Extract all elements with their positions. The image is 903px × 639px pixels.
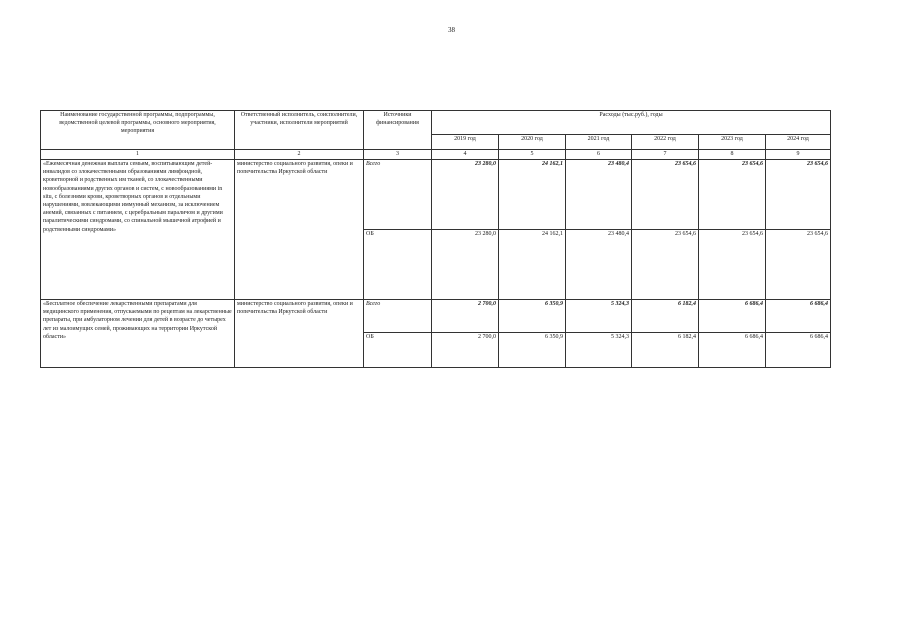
source-total-label: Всего: [364, 160, 432, 230]
header-expenses: Расходы (тыс.руб.), годы: [432, 111, 831, 135]
source-total-label: Всего: [364, 300, 432, 333]
executor-name: министерство социального развития, опеки и попечительства Иркутской области: [235, 300, 364, 368]
value-total: 6 686,4: [699, 300, 766, 333]
header-executor: Ответственный исполнитель, соисполнители, участники, исполнители мероприятий: [235, 111, 364, 150]
table-row: [41, 300, 831, 333]
header-year: 2021 год: [566, 135, 632, 150]
header-year: 2024 год: [766, 135, 831, 150]
value-total: 6 350,9: [499, 300, 566, 333]
value-total: 2 700,0: [432, 300, 499, 333]
value-source: 2 700,0: [432, 333, 499, 368]
header-year: 2022 год: [632, 135, 699, 150]
value-source: 6 350,9: [499, 333, 566, 368]
page-number: 38: [448, 26, 455, 34]
value-source: 6 686,4: [766, 333, 831, 368]
column-number: 7: [632, 150, 699, 160]
column-number: 3: [364, 150, 432, 160]
value-total: 24 162,1: [499, 160, 566, 230]
header-year: 2019 год: [432, 135, 499, 150]
column-number: 8: [699, 150, 766, 160]
value-total: 6 686,4: [766, 300, 831, 333]
column-number: 6: [566, 150, 632, 160]
header-sources: Источники финансирования: [364, 111, 432, 150]
table-row: [41, 160, 831, 230]
column-number: 2: [235, 150, 364, 160]
column-number: 1: [41, 150, 235, 160]
value-source: 6 182,4: [632, 333, 699, 368]
value-source: 23 654,6: [766, 230, 831, 300]
column-number: 4: [432, 150, 499, 160]
value-total: 23 654,6: [632, 160, 699, 230]
value-total: 6 182,4: [632, 300, 699, 333]
activity-name: «Бесплатное обеспечение лекарственными препаратами для медицинского применения, отпускаемыми по рецептам на лекарственные препараты, при амбулаторном лечении для детей в возрасте до четырех лет из малоимущих семей, проживающих на территории Иркутской области»: [41, 300, 235, 368]
source-label: ОБ: [364, 333, 432, 368]
value-total: 5 324,3: [566, 300, 632, 333]
value-total: 23 280,0: [432, 160, 499, 230]
value-total: 23 480,4: [566, 160, 632, 230]
header-year: 2020 год: [499, 135, 566, 150]
value-total: 23 654,6: [766, 160, 831, 230]
header-name: Наименование государственной программы, подпрограммы, ведомственной целевой программы, основного мероприятия, мероприятия: [41, 111, 235, 150]
value-source: 5 324,3: [566, 333, 632, 368]
value-source: 23 654,6: [632, 230, 699, 300]
activity-name: «Ежемесячная денежная выплата семьям, воспитывающим детей-инвалидов со злокачественными образованиями лимфоидной, кроветворной и родственных им тканей, со злокачественными новообразованиями других органов и систем, с новообразованиями in situ, с болезнями крови, кроветворных органов и отдельными нарушениями, вовлекающими иммунный механизм, за исключением анемий, связанных с питанием, с церебральным параличом и другими паралитическими синдромами, со спинальной мышечной атрофией и родственными синдромами»: [41, 160, 235, 300]
value-total: 23 654,6: [699, 160, 766, 230]
header-year: 2023 год: [699, 135, 766, 150]
value-source: 23 654,6: [699, 230, 766, 300]
source-label: ОБ: [364, 230, 432, 300]
value-source: 24 162,1: [499, 230, 566, 300]
value-source: 23 280,0: [432, 230, 499, 300]
value-source: 6 686,4: [699, 333, 766, 368]
column-number: 5: [499, 150, 566, 160]
value-source: 23 480,4: [566, 230, 632, 300]
executor-name: министерство социального развития, опеки и попечительства Иркутской области: [235, 160, 364, 300]
column-number: 9: [766, 150, 831, 160]
budget-table: [40, 110, 831, 368]
column-number-row: [41, 150, 831, 160]
